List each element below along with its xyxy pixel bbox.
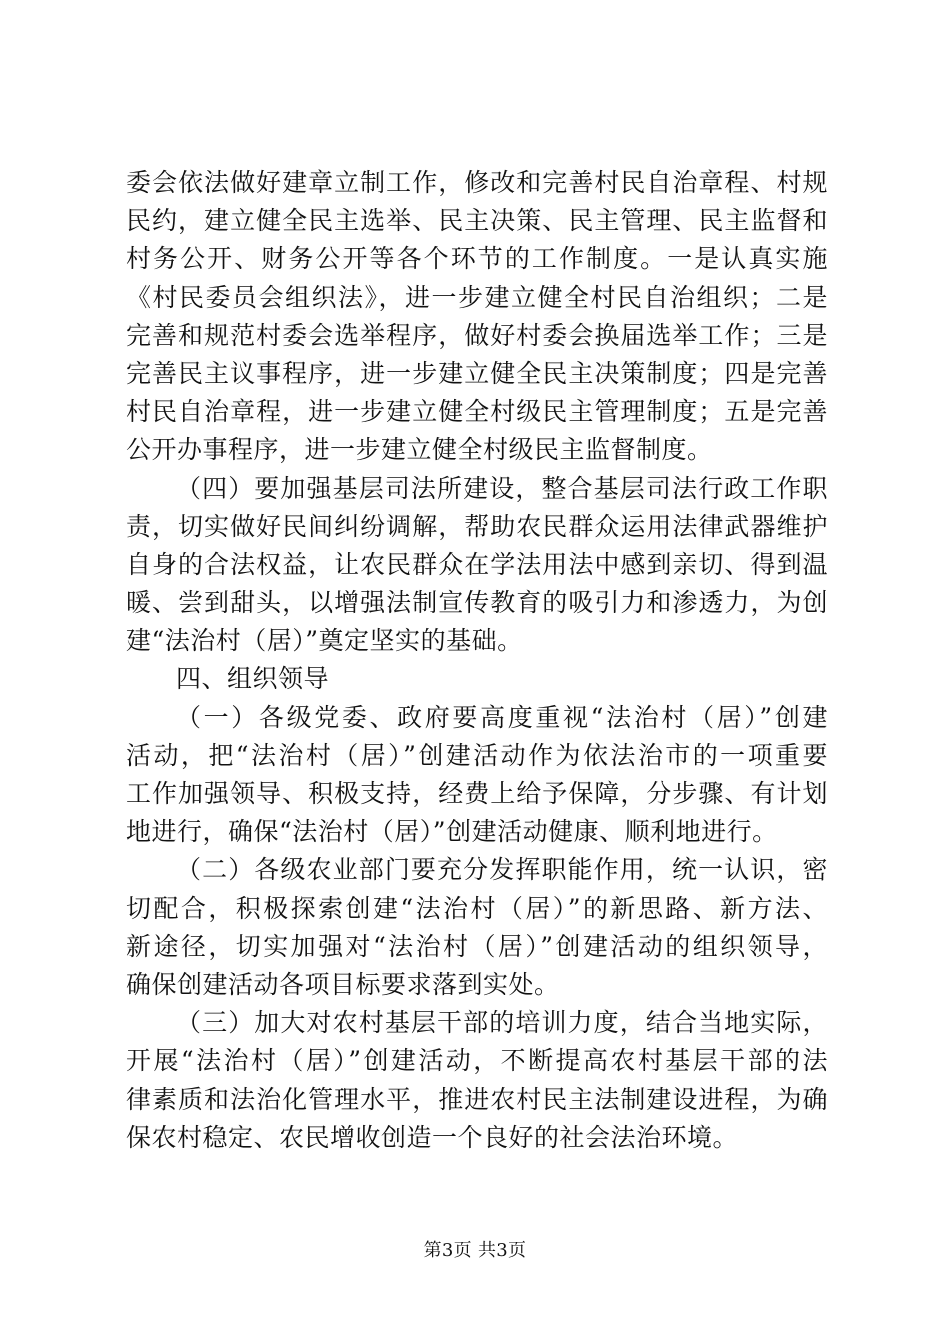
text-line: 暖、尝到甜头，以增强法制宣传教育的吸引力和渗透力，为创	[126, 588, 828, 618]
text-line: 建“法治村（居）”奠定坚实的基础。	[126, 626, 523, 656]
text-line: 自身的合法权益，让农民群众在学法用法中感到亲切、得到温	[126, 549, 828, 579]
paragraph-agriculture-departments	[126, 851, 828, 1004]
text-line: 民约，建立健全民主选举、民主决策、民主管理、民主监督和	[126, 206, 828, 236]
text-line: 《村民委员会组织法》，进一步建立健全村民自治组织；二是	[126, 282, 828, 312]
text-line: （三）加大对农村基层干部的培训力度，结合当地实际，	[176, 1008, 828, 1038]
text-line: 律素质和法治化管理水平，推进农村民主法制建设进程，为确	[126, 1084, 828, 1114]
section-heading-organization-leadership	[126, 660, 828, 698]
paragraph-judicial-office	[126, 470, 828, 661]
paragraph-village-committee-rules	[126, 164, 828, 470]
text-line: 保农村稳定、农民增收创造一个良好的社会法治环境。	[126, 1122, 739, 1152]
text-line: 公开办事程序，进一步建立健全村级民主监督制度。	[126, 435, 713, 465]
text-line: 开展“法治村（居）”创建活动，不断提高农村基层干部的法	[126, 1046, 828, 1076]
page-footer	[0, 1236, 950, 1262]
text-line: （一）各级党委、政府要高度重视“法治村（居）”创建	[176, 702, 828, 732]
document-body	[126, 164, 828, 1157]
paragraph-cadre-training	[126, 1004, 828, 1157]
text-line: 工作加强领导、积极支持，经费上给予保障，分步骤、有计划	[126, 779, 828, 808]
text-line: 完善民主议事程序，进一步建立健全民主决策制度；四是完善	[126, 358, 828, 388]
text-line: 村民自治章程，进一步建立健全村级民主管理制度；五是完善	[126, 397, 828, 427]
page-number-label: 第3页 共3页	[423, 1240, 527, 1261]
text-line: 委会依法做好建章立制工作，修改和完善村民自治章程、村规	[126, 168, 828, 197]
text-line: 切配合，积极探索创建“法治村（居）”的新思路、新方法、	[126, 893, 828, 923]
text-line: 村务公开、财务公开等各个环节的工作制度。一是认真实施	[126, 244, 828, 274]
text-line: 地进行，确保“法治村（居）”创建活动健康、顺利地进行。	[126, 817, 778, 847]
text-line: 确保创建活动各项目标要求落到实处。	[126, 969, 560, 999]
section-heading: 四、组织领导	[176, 664, 330, 694]
text-line: （二）各级农业部门要充分发挥职能作用，统一认识，密	[176, 855, 828, 885]
paragraph-party-committee	[126, 699, 828, 852]
text-line: 新途径，切实加强对“法治村（居）”创建活动的组织领导，	[126, 931, 828, 961]
text-line: （四）要加强基层司法所建设，整合基层司法行政工作职	[176, 473, 828, 503]
text-line: 完善和规范村委会选举程序，做好村委会换届选举工作；三是	[126, 320, 828, 350]
text-line: 责，切实做好民间纠纷调解，帮助农民群众运用法律武器维护	[126, 511, 828, 541]
text-line: 活动，把“法治村（居）”创建活动作为依法治市的一项重要	[126, 740, 828, 770]
